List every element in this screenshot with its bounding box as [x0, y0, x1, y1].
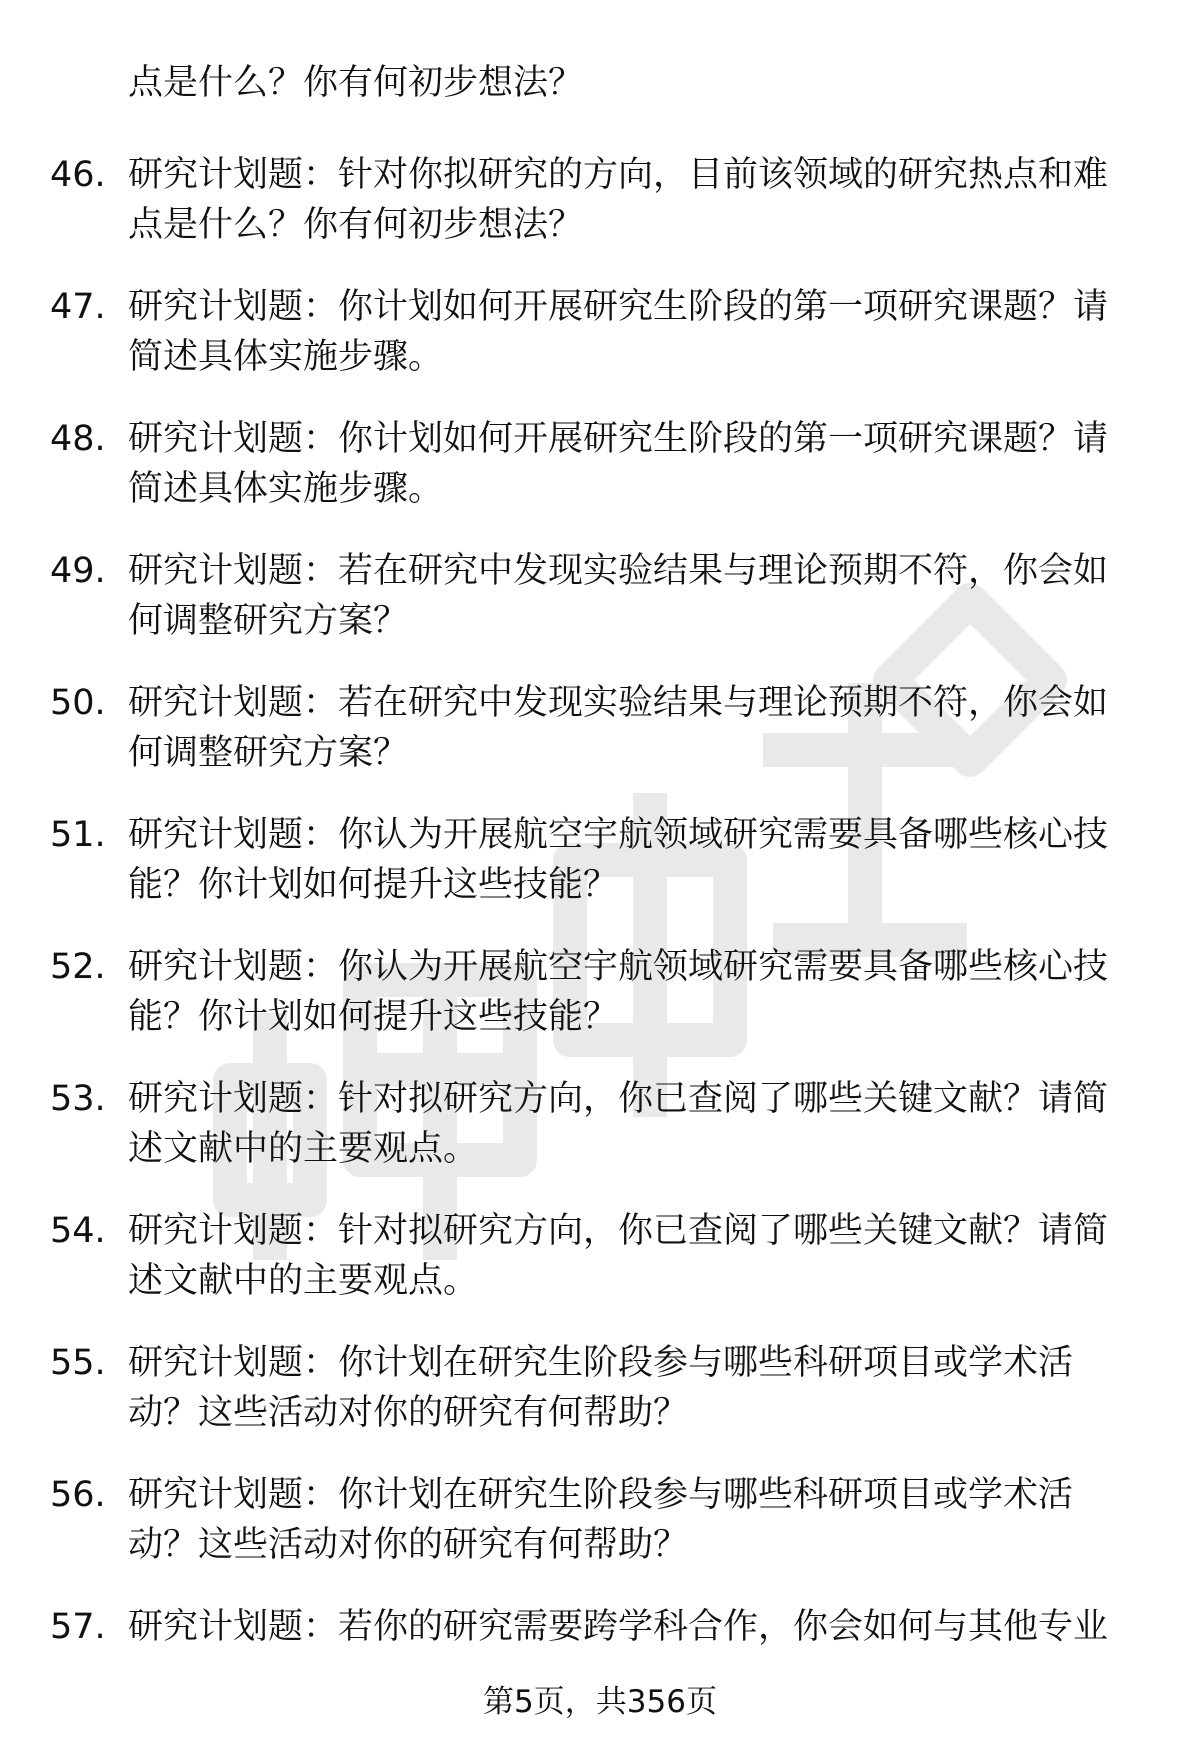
question-item — [0, 150, 1200, 282]
question-item — [0, 546, 1200, 678]
question-number: 52. — [50, 947, 106, 987]
question-text: 研究计划题：你计划如何开展研究生阶段的第一项研究课题？请 简述具体实施步骤。 — [128, 419, 1109, 509]
page-number-label: 第5页，共356页 — [483, 1684, 717, 1720]
question-text: 研究计划题：你认为开展航空宇航领域研究需要具备哪些核心技 能？你计划如何提升这些技能？ — [128, 947, 1109, 1037]
question-text: 研究计划题：若在研究中发现实验结果与理论预期不符，你会如 何调整研究方案？ — [128, 551, 1109, 641]
question-text: 研究计划题：针对你拟研究的方向，目前该领域的研究热点和难 点是什么？你有何初步想法？ — [128, 155, 1109, 245]
question-number: 46. — [50, 155, 106, 195]
question-number: 53. — [50, 1079, 106, 1119]
question-item — [0, 282, 1200, 414]
question-item — [0, 1338, 1200, 1470]
question-number: 48. — [50, 419, 106, 459]
question-text: 研究计划题：针对拟研究方向，你已查阅了哪些关键文献？请简 述文献中的主要观点。 — [128, 1211, 1109, 1301]
question-text: 研究计划题：你计划如何开展研究生阶段的第一项研究课题？请 简述具体实施步骤。 — [128, 287, 1109, 377]
question-text: 研究计划题：针对拟研究方向，你已查阅了哪些关键文献？请简 述文献中的主要观点。 — [128, 1079, 1109, 1169]
question-item — [0, 1206, 1200, 1338]
question-list — [0, 150, 1200, 1734]
question-text: 研究计划题：你计划在研究生阶段参与哪些科研项目或学术活 动？这些活动对你的研究有何帮助？ — [128, 1475, 1074, 1565]
question-number: 50. — [50, 683, 106, 723]
page-footer — [0, 1680, 1200, 1724]
question-number: 49. — [50, 551, 106, 591]
question-item — [0, 810, 1200, 942]
question-item — [0, 414, 1200, 546]
question-number: 47. — [50, 287, 106, 327]
question-text: 研究计划题：若在研究中发现实验结果与理论预期不符，你会如 何调整研究方案？ — [128, 683, 1109, 773]
question-text: 研究计划题：若你的研究需要跨学科合作，你会如何与其他专业 — [128, 1607, 1109, 1647]
question-number: 56. — [50, 1475, 106, 1515]
continued-question-text: 点是什么？你有何初步想法？ — [128, 63, 584, 103]
question-number: 54. — [50, 1211, 106, 1251]
question-item — [0, 942, 1200, 1074]
question-number: 57. — [50, 1607, 106, 1647]
question-text: 研究计划题：你计划在研究生阶段参与哪些科研项目或学术活 动？这些活动对你的研究有何帮助？ — [128, 1343, 1074, 1433]
question-number: 55. — [50, 1343, 106, 1383]
question-item — [0, 678, 1200, 810]
question-number: 51. — [50, 815, 106, 855]
question-item — [0, 1470, 1200, 1602]
question-item — [0, 1074, 1200, 1206]
question-text: 研究计划题：你认为开展航空宇航领域研究需要具备哪些核心技 能？你计划如何提升这些技能？ — [128, 815, 1109, 905]
